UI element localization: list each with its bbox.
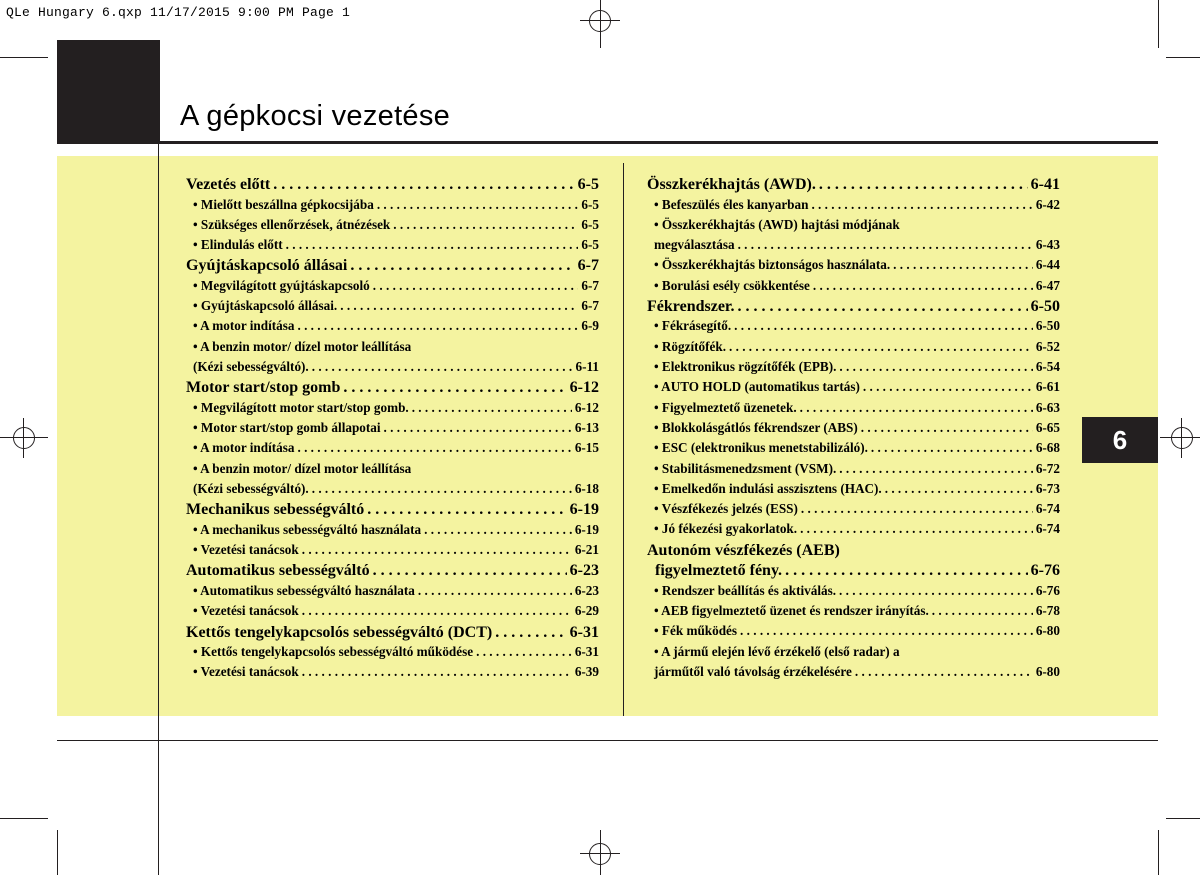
dot-leader — [800, 521, 1033, 537]
toc-entry — [647, 623, 1060, 643]
column-divider — [623, 163, 624, 716]
toc-entry — [647, 481, 1060, 501]
toc-entry-label: járműtől való távolság érzékelésére — [654, 663, 852, 679]
toc-left-column — [186, 176, 599, 685]
toc-entry — [647, 278, 1060, 298]
crop-mark-br-h — [1166, 818, 1200, 819]
toc-page-number: 6-41 — [1030, 176, 1060, 193]
toc-entry — [186, 583, 599, 603]
toc-page-number: 6-7 — [581, 277, 599, 293]
toc-section — [647, 176, 1060, 197]
toc-page-number: 6-80 — [1035, 663, 1060, 679]
dot-leader — [297, 318, 578, 334]
toc-section — [647, 298, 1060, 319]
toc-entry — [647, 339, 1060, 359]
crop-mark-bl-h — [0, 818, 48, 819]
dot-leader — [393, 217, 578, 233]
toc-page-number: 6-12 — [574, 399, 599, 415]
dot-leader — [424, 522, 572, 538]
dot-leader — [738, 298, 1028, 316]
toc-entry-label: • Összkerékhajtás biztonságos használata. — [654, 257, 891, 273]
dot-leader — [861, 420, 1033, 436]
toc-entry-label: • Automatikus sebességváltó használata — [193, 582, 415, 598]
toc-page-number: 6-73 — [1035, 480, 1060, 496]
crop-mark-tl-h — [0, 57, 48, 58]
chapter-number: 6 — [1112, 424, 1128, 455]
toc-entry — [186, 217, 599, 237]
toc-entry-label: Kettős tengelykapcsolós sebességváltó (DCT) — [186, 623, 493, 641]
toc-entry-label: • Fék működés — [654, 623, 738, 639]
dot-leader — [738, 237, 1033, 253]
toc-entry-label: Vezetés előtt — [186, 176, 271, 193]
dot-leader — [377, 197, 579, 213]
toc-entry — [186, 359, 599, 379]
dot-leader — [343, 379, 566, 397]
crop-mark-tr-v — [1158, 0, 1159, 48]
toc-entry-label: Gyújtáskapcsoló állásai — [186, 257, 348, 275]
dot-leader — [302, 603, 572, 619]
dot-leader — [839, 359, 1032, 375]
toc-page-number: 6-74 — [1035, 521, 1060, 537]
toc-page-number: 6-13 — [574, 420, 599, 436]
toc-entry-label: • Rögzítőfék. — [654, 338, 727, 354]
toc-entry-label: • Mielőtt beszállna gépkocsijába — [193, 196, 374, 212]
toc-page-number: 6-5 — [581, 216, 599, 232]
toc-entry-label: • Fékrásegítő. — [654, 318, 732, 334]
toc-entry — [647, 440, 1060, 460]
toc-entry-label: • AEB figyelmeztető üzenet és rendszer irányítás. — [654, 603, 929, 619]
toc-entry-label: • Megvilágított gyújtáskapcsoló — [193, 277, 370, 293]
header-rule — [57, 141, 1158, 144]
toc-heading-line: Autonóm vészfékezés (AEB) — [647, 541, 840, 559]
toc-section — [186, 624, 599, 645]
toc-entry-label: Automatikus sebességváltó — [186, 562, 370, 580]
toc-heading-line: • A jármű elején lévő érzékelő (első radar) a — [654, 643, 900, 659]
dot-leader — [412, 400, 572, 416]
dot-leader — [932, 603, 1033, 619]
margin-line — [158, 141, 159, 875]
toc-entry-label: • Blokkolásgátlós fékrendszer (ABS) — [654, 419, 858, 435]
chapter-tab — [1082, 417, 1158, 463]
toc-page-number: 6-78 — [1035, 603, 1060, 619]
toc-entry-label: • A motor indítása — [193, 440, 295, 456]
toc-entry — [186, 420, 599, 440]
dot-leader — [367, 501, 566, 519]
toc-entry — [186, 318, 599, 338]
registration-mark-left — [0, 418, 48, 458]
toc-section — [186, 501, 599, 522]
toc-section — [647, 562, 1060, 583]
toc-page-number: 6-63 — [1035, 399, 1060, 415]
toc-entry-label: • Vészfékezés jelzés (ESS) — [654, 501, 798, 517]
dot-leader — [297, 440, 571, 456]
toc-entry-label: • Vezetési tanácsok — [193, 542, 299, 558]
toc-page-number: 6-68 — [1035, 440, 1060, 456]
toc-entry — [647, 237, 1060, 257]
toc-entry — [186, 278, 599, 298]
dot-leader — [839, 583, 1033, 599]
toc-page-number: 6-23 — [574, 582, 599, 598]
dot-leader — [855, 664, 1033, 680]
dot-leader — [813, 278, 1033, 294]
toc-page-number: 6-44 — [1035, 257, 1060, 273]
toc-page-number: 6-23 — [569, 562, 599, 580]
toc-page-number: 6-76 — [1030, 562, 1060, 580]
toc-page-number: 6-61 — [1035, 379, 1060, 395]
dot-leader — [811, 197, 1032, 213]
toc-right-column — [647, 176, 1060, 684]
dot-leader — [273, 176, 574, 194]
toc-entry-label: • Gyújtáskapcsoló állásai. — [193, 298, 338, 314]
toc-page-number: 6-7 — [577, 257, 599, 275]
dot-leader — [384, 420, 572, 436]
dot-leader — [373, 562, 567, 580]
toc-entry-label: Összkerékhajtás (AWD). — [647, 176, 816, 193]
toc-page-number: 6-43 — [1035, 237, 1060, 253]
toc-page-number: 6-7 — [581, 298, 599, 314]
dot-leader — [740, 623, 1033, 639]
toc-page-number: 6-31 — [569, 623, 599, 641]
toc-entry-label: figyelmeztető fény. — [655, 562, 783, 580]
toc-entry — [647, 461, 1060, 481]
toc-page-number: 6-39 — [574, 664, 599, 680]
crop-mark-bl-v — [57, 830, 58, 875]
toc-section — [186, 257, 599, 278]
toc-entry-label: • A mechanikus sebességváltó használata — [193, 521, 422, 537]
toc-section — [186, 176, 599, 197]
toc-page-number: 6-72 — [1035, 460, 1060, 476]
toc-page-number: 6-5 — [581, 196, 599, 212]
toc-entry-label: • Szükséges ellenőrzések, átnézések — [193, 216, 391, 232]
registration-mark-bottom — [580, 830, 620, 875]
toc-entry-label: • AUTO HOLD (automatikus tartás) — [654, 379, 860, 395]
toc-page-number: 6-47 — [1035, 277, 1060, 293]
dot-leader — [893, 257, 1033, 273]
crop-mark-br-v — [1158, 830, 1159, 875]
dot-leader — [302, 664, 572, 680]
toc-page-number: 6-12 — [569, 379, 599, 397]
print-info: QLe Hungary 6.qxp 11/17/2015 9:00 PM Page 1 — [6, 5, 351, 20]
toc-entry — [647, 197, 1060, 217]
toc-page-number: 6-50 — [1030, 297, 1060, 315]
toc-page-number: 6-11 — [575, 359, 599, 375]
toc-page-number: 6-15 — [574, 440, 599, 456]
toc-entry — [647, 603, 1060, 623]
toc-entry — [186, 481, 599, 501]
dot-leader — [819, 176, 1028, 194]
dot-leader — [871, 440, 1033, 456]
footer-rule — [57, 740, 1158, 741]
dot-leader — [312, 359, 573, 375]
dot-leader — [476, 644, 572, 660]
toc-heading-line: • Összkerékhajtás (AWD) hajtási módjának — [654, 216, 900, 232]
toc-section — [186, 562, 599, 583]
toc-entry — [647, 420, 1060, 440]
dot-leader — [885, 481, 1033, 497]
toc-entry-label: • Elindulás előtt — [193, 237, 283, 253]
dot-leader — [800, 400, 1033, 416]
toc-page-number: 6-31 — [574, 644, 599, 660]
toc-entry — [186, 400, 599, 420]
toc-page-number: 6-5 — [577, 176, 599, 193]
dot-leader — [340, 298, 578, 314]
toc-entry — [186, 522, 599, 542]
toc-entry — [647, 257, 1060, 277]
toc-page-number: 6-19 — [569, 501, 599, 519]
toc-entry — [647, 359, 1060, 379]
dot-leader — [286, 237, 579, 253]
toc-page-number: 6-50 — [1035, 318, 1060, 334]
toc-entry-label: Mechanikus sebességváltó — [186, 501, 365, 519]
toc-page-number: 6-80 — [1035, 623, 1060, 639]
toc-entry-label: • A motor indítása — [193, 318, 295, 334]
toc-entry-label: Fékrendszer. — [647, 297, 735, 315]
toc-entry — [647, 400, 1060, 420]
toc-heading-line: • A benzin motor/ dízel motor leállítása — [193, 338, 412, 354]
toc-entry-label: • Befeszülés éles kanyarban — [654, 196, 809, 212]
toc-entry — [186, 542, 599, 562]
toc-entry-label: • Figyelmeztető üzenetek. — [654, 399, 797, 415]
toc-entry — [186, 440, 599, 460]
toc-entry — [647, 521, 1060, 541]
toc-page-number: 6-54 — [1035, 359, 1060, 375]
toc-entry — [186, 197, 599, 217]
toc-page-number: 6-76 — [1035, 582, 1060, 598]
page-title: A gépkocsi vezetése — [180, 100, 451, 132]
toc-entry-label: • ESC (elektronikus menetstabilizáló). — [654, 440, 868, 456]
dot-leader — [785, 562, 1028, 580]
dot-leader — [863, 379, 1033, 395]
toc-page-number: 6-29 — [574, 603, 599, 619]
dot-leader — [839, 461, 1033, 477]
registration-mark-right — [1160, 418, 1200, 458]
toc-entry-label: • Elektronikus rögzítőfék (EPB). — [654, 359, 837, 375]
toc-entry-label: • Stabilitásmenedzsment (VSM). — [654, 460, 837, 476]
toc-page-number: 6-18 — [574, 481, 599, 497]
toc-entry-label: • Megvilágított motor start/stop gomb. — [193, 399, 409, 415]
dot-leader — [729, 339, 1033, 355]
dot-leader — [495, 624, 566, 642]
toc-entry — [647, 501, 1060, 521]
toc-page-number: 6-21 — [574, 542, 599, 558]
toc-entry-label: • Borulási esély csökkentése — [654, 277, 810, 293]
dot-leader — [418, 583, 572, 599]
dot-leader — [801, 501, 1033, 517]
toc-page-number: 6-5 — [581, 237, 599, 253]
toc-entry-label: • Emelkedőn indulási asszisztens (HAC). — [654, 480, 882, 496]
toc-entry — [647, 318, 1060, 338]
dot-leader — [312, 481, 572, 497]
dot-leader — [734, 318, 1033, 334]
toc-entry — [186, 603, 599, 623]
toc-entry — [647, 583, 1060, 603]
toc-page-number: 6-74 — [1035, 501, 1060, 517]
toc-entry-label: • Motor start/stop gomb állapotai — [193, 420, 381, 436]
toc-entry — [647, 664, 1060, 684]
toc-page-number: 6-19 — [574, 521, 599, 537]
toc-entry-label: • Kettős tengelykapcsolós sebességváltó működése — [193, 644, 474, 660]
toc-page-number: 6-42 — [1035, 196, 1060, 212]
toc-entry — [186, 298, 599, 318]
toc-page-number: 6-52 — [1035, 338, 1060, 354]
toc-entry-label: • Vezetési tanácsok — [193, 664, 299, 680]
toc-entry-label: • Vezetési tanácsok — [193, 603, 299, 619]
toc-entry — [186, 664, 599, 684]
corner-tab — [57, 40, 160, 141]
toc-heading-line: • A benzin motor/ dízel motor leállítása — [193, 460, 412, 476]
toc-entry-label: • Rendszer beállítás és aktiválás. — [654, 582, 837, 598]
toc-entry-label: megválasztása — [654, 237, 735, 253]
toc-entry — [186, 644, 599, 664]
toc-entry-label: (Kézi sebességváltó). — [193, 359, 309, 375]
toc-entry — [186, 237, 599, 257]
crop-mark-tr-h — [1166, 57, 1200, 58]
toc-entry — [647, 379, 1060, 399]
toc-section — [186, 379, 599, 400]
toc-entry-label: Motor start/stop gomb — [186, 379, 341, 397]
toc-entry-label: (Kézi sebességváltó). — [193, 481, 309, 497]
dot-leader — [302, 542, 572, 558]
registration-mark-top — [580, 0, 620, 48]
dot-leader — [350, 257, 574, 275]
dot-leader — [373, 278, 579, 294]
toc-entry-label: • Jó fékezési gyakorlatok. — [654, 521, 798, 537]
toc-page-number: 6-9 — [581, 318, 599, 334]
toc-page-number: 6-65 — [1035, 419, 1060, 435]
